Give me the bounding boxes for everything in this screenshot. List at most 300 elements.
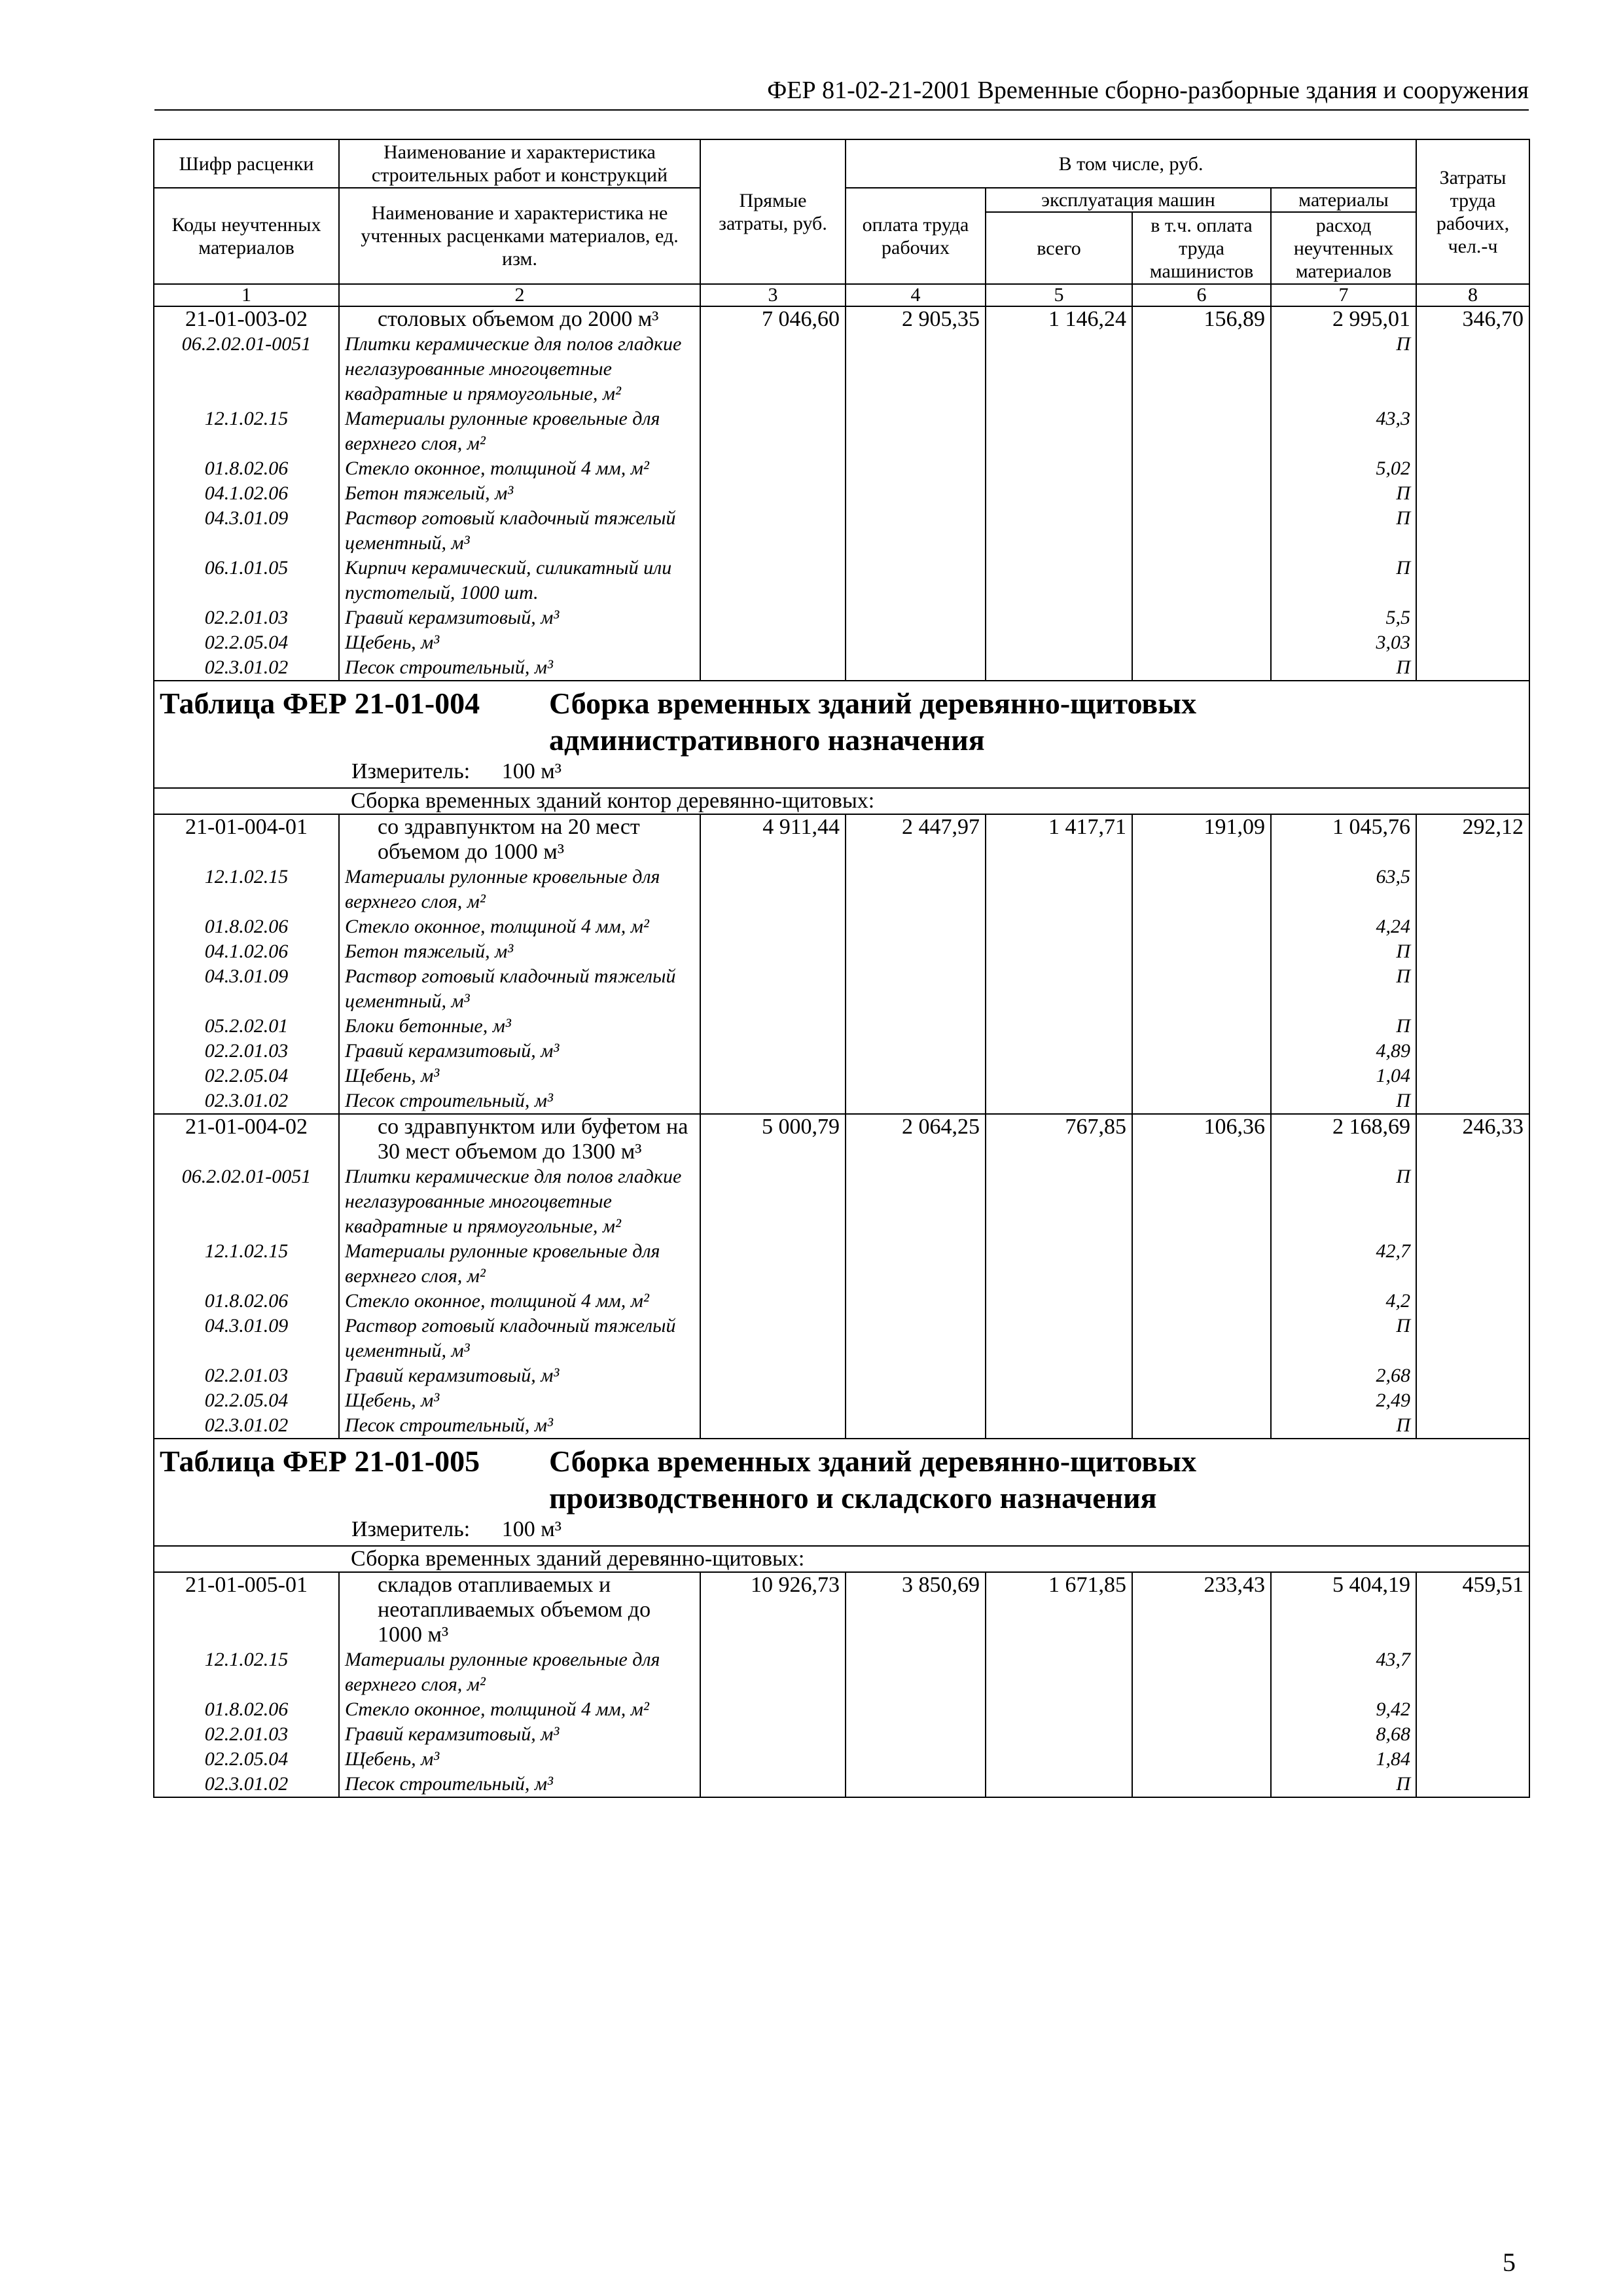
empty-cell (1132, 1697, 1271, 1722)
material-code: 01.8.02.06 (154, 914, 339, 939)
rate-name: со здравпунктом или буфетом на 30 мест объемом до 1300 м³ (339, 1114, 700, 1164)
rate-code: 21-01-005-01 (154, 1572, 339, 1647)
material-row (154, 556, 1529, 605)
empty-cell (700, 1697, 846, 1722)
empty-cell (1132, 1239, 1271, 1289)
empty-cell (846, 1747, 986, 1772)
empty-cell (1416, 406, 1529, 456)
material-code: 02.2.05.04 (154, 630, 339, 655)
rate-labor: 246,33 (1416, 1114, 1529, 1164)
table-title-line: Сборка временных зданий деревянно-щитовых (549, 687, 1197, 720)
rate-labor: 346,70 (1416, 306, 1529, 332)
material-name: Блоки бетонные, м³ (339, 1014, 700, 1039)
material-name: Материалы рулонные кровельные для верхнего слоя, м² (339, 406, 700, 456)
empty-cell (1416, 964, 1529, 1014)
empty-cell (986, 964, 1132, 1014)
empty-cell (1416, 1747, 1529, 1772)
material-value: П (1271, 1772, 1416, 1797)
rate-code: 21-01-004-01 (154, 814, 339, 865)
empty-cell (986, 939, 1132, 964)
rate-direct: 4 911,44 (700, 814, 846, 865)
material-row (154, 1014, 1529, 1039)
material-row (154, 630, 1529, 655)
material-name: Песок строительный, м³ (339, 1413, 700, 1439)
col-num: 4 (846, 284, 986, 306)
empty-cell (700, 1413, 846, 1439)
material-value: 63,5 (1271, 865, 1416, 914)
material-name: Песок строительный, м³ (339, 655, 700, 681)
rate-code: 21-01-004-02 (154, 1114, 339, 1164)
rate-materials: 2 168,69 (1271, 1114, 1416, 1164)
empty-cell (700, 481, 846, 506)
empty-cell (986, 1647, 1132, 1697)
empty-cell (846, 1239, 986, 1289)
empty-cell (1132, 506, 1271, 556)
col-incl: В том числе, руб. (846, 139, 1416, 188)
group-row (154, 788, 1529, 814)
material-code: 02.3.01.02 (154, 1772, 339, 1797)
rate-wages: 3 850,69 (846, 1572, 986, 1647)
material-name: Щебень, м³ (339, 1388, 700, 1413)
material-row (154, 1314, 1529, 1363)
empty-cell (846, 332, 986, 406)
empty-cell (846, 914, 986, 939)
material-code: 12.1.02.15 (154, 865, 339, 914)
meter-label: Измеритель: (351, 1517, 471, 1541)
material-name: Раствор готовый кладочный тяжелый цементный, м³ (339, 964, 700, 1014)
material-name: Бетон тяжелый, м³ (339, 939, 700, 964)
material-code: 02.2.05.04 (154, 1388, 339, 1413)
table-code: Таблица ФЕР 21-01-005 (160, 1444, 480, 1478)
rate-machines: 1 671,85 (986, 1572, 1132, 1647)
meter (160, 759, 1524, 785)
empty-cell (1416, 1064, 1529, 1088)
empty-cell (846, 1697, 986, 1722)
table-title-text (549, 1443, 1196, 1516)
rate-labor: 292,12 (1416, 814, 1529, 865)
empty-cell (1132, 964, 1271, 1014)
empty-cell (1132, 1388, 1271, 1413)
rate-machine-wages: 233,43 (1132, 1572, 1271, 1647)
col-code-bottom: Коды неучтенных материалов (154, 188, 339, 284)
material-name: Раствор готовый кладочный тяжелый цементный, м³ (339, 1314, 700, 1363)
table-title-line: Сборка временных зданий деревянно-щитовых (549, 1444, 1197, 1478)
rate-materials: 5 404,19 (1271, 1572, 1416, 1647)
rate-direct: 7 046,60 (700, 306, 846, 332)
material-value: П (1271, 506, 1416, 556)
col-materials: материалы (1271, 188, 1416, 212)
empty-cell (700, 406, 846, 456)
material-code: 02.3.01.02 (154, 1088, 339, 1114)
empty-cell (1132, 865, 1271, 914)
material-row (154, 865, 1529, 914)
empty-cell (1416, 1363, 1529, 1388)
meter-label: Измеритель: (351, 759, 471, 783)
page-header: ФЕР 81-02-21-2001 Временные сборно-разборные здания и сооружения (154, 74, 1529, 111)
empty-cell (846, 1772, 986, 1797)
table-title-text (549, 685, 1196, 759)
page-number: 5 (1503, 2248, 1516, 2277)
material-name: Материалы рулонные кровельные для верхнего слоя, м² (339, 1239, 700, 1289)
empty-cell (1132, 1039, 1271, 1064)
empty-cell (1416, 556, 1529, 605)
empty-cell (1416, 1014, 1529, 1039)
material-name: Плитки керамические для полов гладкие неглазурованные многоцветные квадратные и прямоугольные, м² (339, 332, 700, 406)
table-heading (154, 681, 1529, 788)
material-value: П (1271, 1088, 1416, 1114)
empty-cell (1416, 1388, 1529, 1413)
empty-cell (986, 1014, 1132, 1039)
empty-cell (1416, 1314, 1529, 1363)
rate-row (154, 306, 1529, 332)
table-title-line: административного назначения (549, 723, 985, 757)
empty-cell (1416, 506, 1529, 556)
empty-cell (1132, 406, 1271, 456)
material-value: 43,7 (1271, 1647, 1416, 1697)
col-mat-unaccounted: расход неучтенных материалов (1271, 212, 1416, 284)
empty-cell (1132, 655, 1271, 681)
material-row (154, 1647, 1529, 1697)
material-value: 43,3 (1271, 406, 1416, 456)
col-num: 2 (339, 284, 700, 306)
col-num: 1 (154, 284, 339, 306)
empty-cell (846, 1039, 986, 1064)
empty-cell (846, 1088, 986, 1114)
empty-cell (986, 406, 1132, 456)
empty-cell (700, 1747, 846, 1772)
material-value: П (1271, 964, 1416, 1014)
material-value: П (1271, 1314, 1416, 1363)
empty-cell (1132, 1747, 1271, 1772)
material-name: Щебень, м³ (339, 1747, 700, 1772)
material-value: 2,49 (1271, 1388, 1416, 1413)
col-num: 7 (1271, 284, 1416, 306)
material-name: Песок строительный, м³ (339, 1772, 700, 1797)
material-row (154, 506, 1529, 556)
empty-cell (1416, 1239, 1529, 1289)
empty-cell (1416, 1164, 1529, 1239)
rate-wages: 2 905,35 (846, 306, 986, 332)
empty-cell (1132, 1164, 1271, 1239)
empty-cell (1132, 456, 1271, 481)
material-value: 5,5 (1271, 605, 1416, 630)
material-name: Стекло оконное, толщиной 4 мм, м² (339, 1697, 700, 1722)
empty-cell (846, 1647, 986, 1697)
material-name: Гравий керамзитовый, м³ (339, 1722, 700, 1747)
rate-code: 21-01-003-02 (154, 306, 339, 332)
material-code: 05.2.02.01 (154, 1014, 339, 1039)
rate-name: столовых объемом до 2000 м³ (339, 306, 700, 332)
empty-cell (846, 1388, 986, 1413)
rate-machine-wages: 191,09 (1132, 814, 1271, 865)
empty-cell (1132, 1314, 1271, 1363)
material-row (154, 1722, 1529, 1747)
material-code: 01.8.02.06 (154, 456, 339, 481)
material-row (154, 481, 1529, 506)
empty-cell (700, 939, 846, 964)
table-title-line: производственного и складского назначения (549, 1481, 1157, 1515)
empty-cell (986, 630, 1132, 655)
empty-cell (986, 1289, 1132, 1314)
rate-name: складов отапливаемых и неотапливаемых объемом до 1000 м³ (339, 1572, 700, 1647)
group-row (154, 1546, 1529, 1572)
empty-cell (986, 1239, 1132, 1289)
rate-machine-wages: 156,89 (1132, 306, 1271, 332)
empty-cell (1132, 1647, 1271, 1697)
material-value: 8,68 (1271, 1722, 1416, 1747)
material-name: Материалы рулонные кровельные для верхнего слоя, м² (339, 865, 700, 914)
table-heading-row (154, 1439, 1529, 1546)
empty-cell (1132, 556, 1271, 605)
material-code: 06.2.02.01-0051 (154, 332, 339, 406)
material-row (154, 1388, 1529, 1413)
empty-cell (1416, 332, 1529, 406)
empty-cell (986, 1388, 1132, 1413)
table-heading (154, 1439, 1529, 1546)
empty-cell (700, 1014, 846, 1039)
rate-materials: 2 995,01 (1271, 306, 1416, 332)
empty-cell (1416, 1722, 1529, 1747)
empty-cell (1416, 605, 1529, 630)
rate-materials: 1 045,76 (1271, 814, 1416, 865)
table-heading-row (154, 681, 1529, 788)
empty-cell (986, 1064, 1132, 1088)
rate-machines: 1 146,24 (986, 306, 1132, 332)
material-code: 12.1.02.15 (154, 1239, 339, 1289)
material-name: Плитки керамические для полов гладкие неглазурованные многоцветные квадратные и прямоугольные, м² (339, 1164, 700, 1239)
col-num: 6 (1132, 284, 1271, 306)
empty-cell (1132, 914, 1271, 939)
material-name: Бетон тяжелый, м³ (339, 481, 700, 506)
material-value: 1,84 (1271, 1747, 1416, 1772)
material-row (154, 1064, 1529, 1088)
material-code: 04.1.02.06 (154, 481, 339, 506)
material-value: П (1271, 1014, 1416, 1039)
col-labor: Затраты труда рабочих, чел.-ч (1416, 139, 1529, 284)
empty-cell (1416, 1088, 1529, 1114)
material-row (154, 914, 1529, 939)
empty-cell (700, 605, 846, 630)
rate-name: со здравпунктом на 20 мест объемом до 1000 м³ (339, 814, 700, 865)
empty-cell (1132, 1363, 1271, 1388)
material-row (154, 456, 1529, 481)
empty-cell (1132, 1088, 1271, 1114)
material-name: Гравий керамзитовый, м³ (339, 1039, 700, 1064)
material-value: П (1271, 1413, 1416, 1439)
material-row (154, 605, 1529, 630)
material-row (154, 1363, 1529, 1388)
empty-cell (846, 964, 986, 1014)
material-name: Материалы рулонные кровельные для верхнего слоя, м² (339, 1647, 700, 1697)
empty-cell (986, 605, 1132, 630)
material-code: 12.1.02.15 (154, 1647, 339, 1697)
group-title: Сборка временных зданий контор деревянно-щитовых: (154, 788, 1529, 814)
empty-cell (986, 1772, 1132, 1797)
material-row (154, 655, 1529, 681)
empty-cell (1132, 1722, 1271, 1747)
col-direct: Прямые затраты, руб. (700, 139, 846, 284)
material-code: 02.2.01.03 (154, 1039, 339, 1064)
empty-cell (986, 1697, 1132, 1722)
empty-cell (986, 1314, 1132, 1363)
empty-cell (986, 1164, 1132, 1239)
empty-cell (986, 914, 1132, 939)
rate-direct: 5 000,79 (700, 1114, 846, 1164)
col-mach-wages: в т.ч. оплата труда машинистов (1132, 212, 1271, 284)
material-code: 01.8.02.06 (154, 1697, 339, 1722)
empty-cell (846, 406, 986, 456)
empty-cell (1416, 1039, 1529, 1064)
empty-cell (986, 1039, 1132, 1064)
empty-cell (700, 630, 846, 655)
material-code: 02.2.05.04 (154, 1064, 339, 1088)
empty-cell (986, 332, 1132, 406)
rate-machines: 767,85 (986, 1114, 1132, 1164)
empty-cell (846, 655, 986, 681)
col-num: 3 (700, 284, 846, 306)
rate-row (154, 1114, 1529, 1164)
col-code-top: Шифр расценки (154, 139, 339, 188)
empty-cell (846, 1064, 986, 1088)
material-code: 06.2.02.01-0051 (154, 1164, 339, 1239)
empty-cell (986, 556, 1132, 605)
material-row (154, 406, 1529, 456)
material-value: 9,42 (1271, 1697, 1416, 1722)
meter (160, 1516, 1524, 1543)
empty-cell (1416, 456, 1529, 481)
material-value: 1,04 (1271, 1064, 1416, 1088)
empty-cell (700, 1722, 846, 1747)
material-row (154, 1039, 1529, 1064)
empty-cell (700, 655, 846, 681)
empty-cell (846, 1314, 986, 1363)
material-code: 02.2.01.03 (154, 1722, 339, 1747)
material-code: 01.8.02.06 (154, 1289, 339, 1314)
empty-cell (1132, 939, 1271, 964)
material-name: Гравий керамзитовый, м³ (339, 605, 700, 630)
material-value: 4,89 (1271, 1039, 1416, 1064)
empty-cell (1132, 1772, 1271, 1797)
empty-cell (1416, 865, 1529, 914)
empty-cell (846, 1722, 986, 1747)
material-code: 04.3.01.09 (154, 964, 339, 1014)
empty-cell (986, 481, 1132, 506)
empty-cell (700, 332, 846, 406)
material-name: Щебень, м³ (339, 630, 700, 655)
material-value: 3,03 (1271, 630, 1416, 655)
material-row (154, 1747, 1529, 1772)
rate-machines: 1 417,71 (986, 814, 1132, 865)
col-name-top: Наименование и характеристика строительных работ и конструкций (339, 139, 700, 188)
rate-direct: 10 926,73 (700, 1572, 846, 1647)
empty-cell (1132, 1413, 1271, 1439)
empty-cell (846, 1164, 986, 1239)
group-title: Сборка временных зданий деревянно-щитовых: (154, 1546, 1529, 1572)
col-wages: оплата труда рабочих (846, 188, 986, 284)
material-code: 06.1.01.05 (154, 556, 339, 605)
empty-cell (700, 456, 846, 481)
empty-cell (846, 1014, 986, 1039)
material-value: П (1271, 481, 1416, 506)
material-name: Стекло оконное, толщиной 4 мм, м² (339, 456, 700, 481)
material-name: Стекло оконное, толщиной 4 мм, м² (339, 1289, 700, 1314)
empty-cell (1132, 605, 1271, 630)
material-row (154, 332, 1529, 406)
empty-cell (986, 1413, 1132, 1439)
empty-cell (700, 1289, 846, 1314)
table-code: Таблица ФЕР 21-01-004 (160, 687, 480, 720)
col-mach-total: всего (986, 212, 1132, 284)
empty-cell (846, 506, 986, 556)
material-value: П (1271, 556, 1416, 605)
meter-value: 100 м³ (501, 1517, 562, 1541)
material-name: Кирпич керамический, силикатный или пустотелый, 1000 шт. (339, 556, 700, 605)
empty-cell (1132, 481, 1271, 506)
empty-cell (1416, 939, 1529, 964)
col-num: 5 (986, 284, 1132, 306)
empty-cell (846, 556, 986, 605)
empty-cell (700, 1039, 846, 1064)
material-row (154, 1697, 1529, 1722)
table-title (160, 685, 1524, 759)
empty-cell (1132, 630, 1271, 655)
material-row (154, 939, 1529, 964)
empty-cell (846, 481, 986, 506)
empty-cell (1132, 1064, 1271, 1088)
empty-cell (986, 1363, 1132, 1388)
empty-cell (846, 865, 986, 914)
material-code: 02.3.01.02 (154, 655, 339, 681)
material-name: Песок строительный, м³ (339, 1088, 700, 1114)
empty-cell (700, 964, 846, 1014)
material-row (154, 1088, 1529, 1114)
empty-cell (986, 506, 1132, 556)
material-code: 04.1.02.06 (154, 939, 339, 964)
rate-wages: 2 447,97 (846, 814, 986, 865)
rate-row (154, 1572, 1529, 1647)
empty-cell (846, 456, 986, 481)
empty-cell (1416, 1772, 1529, 1797)
material-row (154, 964, 1529, 1014)
material-value: 42,7 (1271, 1239, 1416, 1289)
empty-cell (1132, 1289, 1271, 1314)
empty-cell (846, 1289, 986, 1314)
empty-cell (1416, 1413, 1529, 1439)
empty-cell (1416, 1647, 1529, 1697)
material-value: П (1271, 939, 1416, 964)
empty-cell (986, 1747, 1132, 1772)
empty-cell (700, 1647, 846, 1697)
empty-cell (700, 1388, 846, 1413)
empty-cell (1416, 630, 1529, 655)
empty-cell (846, 939, 986, 964)
material-value: П (1271, 332, 1416, 406)
table-title (160, 1443, 1524, 1516)
empty-cell (1132, 1014, 1271, 1039)
material-value: 4,2 (1271, 1289, 1416, 1314)
empty-cell (1416, 914, 1529, 939)
material-row (154, 1772, 1529, 1797)
material-row (154, 1239, 1529, 1289)
col-name-bottom: Наименование и характеристика не учтенных расценками материалов, ед. изм. (339, 188, 700, 284)
empty-cell (1416, 655, 1529, 681)
material-code: 02.3.01.02 (154, 1413, 339, 1439)
rate-wages: 2 064,25 (846, 1114, 986, 1164)
material-code: 02.2.01.03 (154, 1363, 339, 1388)
material-code: 12.1.02.15 (154, 406, 339, 456)
empty-cell (700, 506, 846, 556)
empty-cell (986, 1722, 1132, 1747)
